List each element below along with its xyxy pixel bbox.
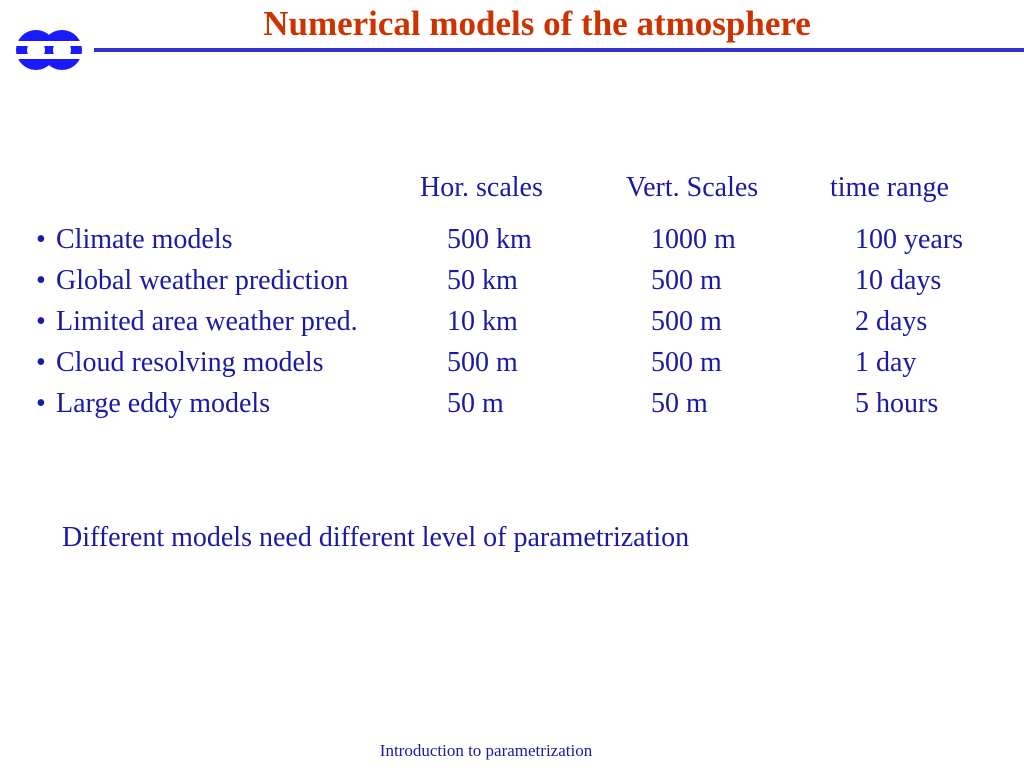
row-vert-scale: 50 m [651,388,708,419]
row-model-name: Cloud resolving models [56,347,324,378]
row-vert-scale: 500 m [651,347,722,378]
row-vert-scale: 1000 m [651,224,736,255]
row-bullet: • [36,347,46,378]
row-bullet: • [36,306,46,337]
header-hor-scales: Hor. scales [420,172,543,203]
row-time-range: 10 days [855,265,942,296]
row-model-name: Large eddy models [56,388,271,419]
row-time-range: 5 hours [855,388,939,419]
row-hor-scale: 10 km [447,306,518,337]
parametrization-note: Different models need different level of parametrization [62,522,690,553]
header-time-range: time range [830,172,949,203]
row-model-name: Global weather prediction [56,265,349,296]
row-vert-scale: 500 m [651,265,722,296]
row-bullet: • [36,388,46,419]
row-time-range: 1 day [855,347,917,378]
row-bullet: • [36,224,46,255]
row-hor-scale: 500 m [447,347,518,378]
title-rule [94,48,1024,52]
slide-title: Numerical models of the atmosphere [263,4,811,43]
header-vert-scales: Vert. Scales [626,172,759,203]
row-model-name: Limited area weather pred. [56,306,358,337]
row-bullet: • [36,265,46,296]
row-time-range: 100 years [855,224,964,255]
slide-footer: Introduction to parametrization [379,741,593,760]
row-hor-scale: 50 m [447,388,504,419]
row-hor-scale: 50 km [447,265,518,296]
row-time-range: 2 days [855,306,928,337]
row-vert-scale: 500 m [651,306,722,337]
row-hor-scale: 500 km [447,224,532,255]
row-model-name: Climate models [56,224,233,255]
